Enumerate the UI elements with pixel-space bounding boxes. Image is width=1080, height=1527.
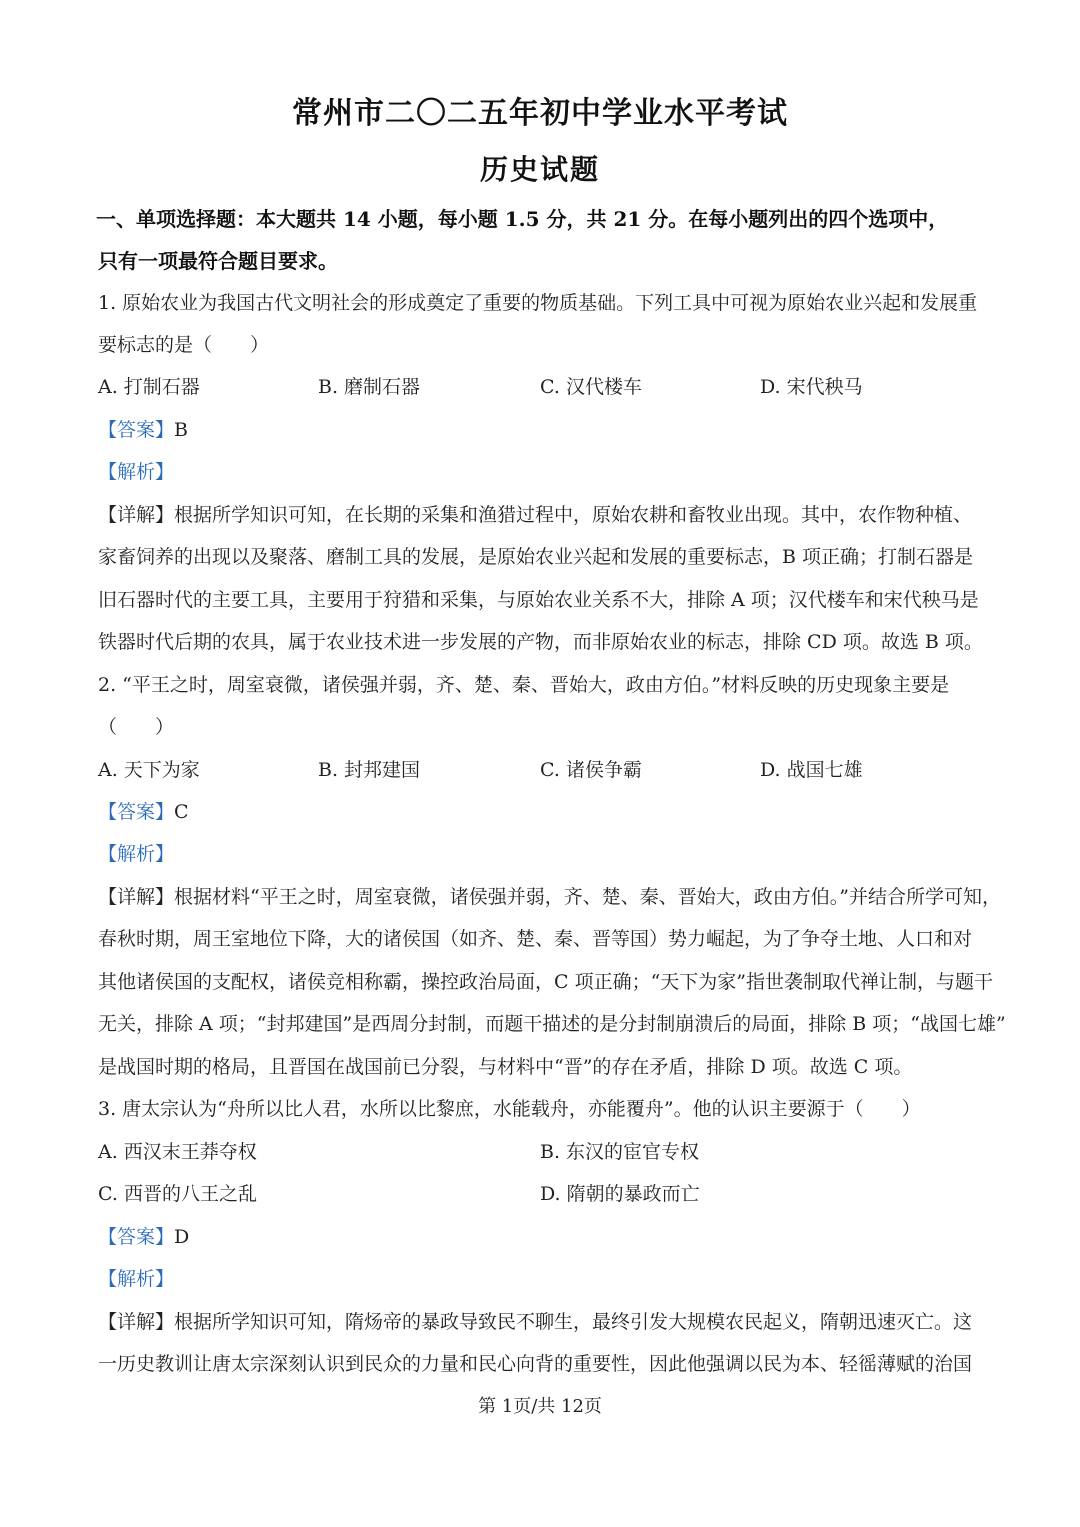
- q1-answer-value: B: [174, 419, 188, 441]
- q3-option-a: A. 西汉末王莽夺权: [98, 1141, 257, 1163]
- q1-option-a: A. 打制石器: [98, 376, 200, 398]
- q3-option-c: C. 西晋的八王之乱: [98, 1183, 257, 1205]
- q2-detail-line-3: 其他诸侯国的支配权，诸侯竞相称霸，操控政治局面，C 项正确；“天下为家”指世袭制取代禅让制，与题干: [98, 971, 994, 993]
- q3-analysis-row: [98, 1266, 988, 1292]
- page-number: 第 1页/共 12页: [478, 1396, 602, 1417]
- q2-detail-text-1: 根据材料“平王之时，周室衰微，诸侯强并弱，齐、楚、秦、晋始大，政由方伯。”并结合所学可知，: [174, 886, 1001, 908]
- q1-answer-row: [98, 417, 988, 443]
- q2-detail-tag: 【详解】: [98, 886, 175, 908]
- q2-analysis-row: [98, 841, 988, 867]
- q2-detail-line-2: 春秋时期，周王室地位下降，大的诸侯国（如齐、楚、秦、晋等国）势力崛起，为了争夺土地、人口和对: [98, 928, 973, 950]
- q1-detail-line-1: [98, 502, 988, 528]
- q1-stem-line-2: 要标志的是（ ）: [98, 334, 270, 356]
- q2-answer-tag: 【答案】: [98, 801, 175, 823]
- q3-stem-line-1: 3. 唐太宗认为“舟所以比人君，水所以比黎庶，水能载舟，亦能覆舟”。他的认识主要源于（ ）: [98, 1098, 921, 1120]
- q1-analysis-tag: 【解析】: [98, 461, 175, 483]
- q3-answer-row: [98, 1224, 988, 1250]
- q1-option-c: C. 汉代楼车: [540, 376, 642, 398]
- q1-answer-tag: 【答案】: [98, 419, 175, 441]
- q2-option-a: A. 天下为家: [98, 759, 200, 781]
- q3-analysis-tag: 【解析】: [98, 1268, 175, 1290]
- q2-option-b: B. 封邦建国: [318, 759, 421, 781]
- q2-answer-value: C: [174, 801, 189, 823]
- q3-detail-line-1: [98, 1309, 988, 1335]
- q1-stem-line-1: 1. 原始农业为我国古代文明社会的形成奠定了重要的物质基础。下列工具中可视为原始农业兴起和发展重: [98, 292, 978, 314]
- q3-detail-tag: 【详解】: [98, 1311, 175, 1333]
- exam-title: 常州市二〇二五年初中学业水平考试: [292, 96, 788, 131]
- q3-answer-value: D: [174, 1226, 190, 1248]
- q2-option-c: C. 诸侯争霸: [540, 759, 642, 781]
- q3-detail-text-1: 根据所学知识可知，隋炀帝的暴政导致民不聊生，最终引发大规模农民起义，隋朝迅速灭亡。这: [174, 1311, 973, 1333]
- q3-detail-line-2: 一历史教训让唐太宗深刻认识到民众的力量和民心向背的重要性，因此他强调以民为本、轻徭薄赋的治国: [98, 1353, 973, 1375]
- q2-stem-line-1: 2. “平王之时，周室衰微，诸侯强并弱，齐、楚、秦、晋始大，政由方伯。”材料反映的历史现象主要是: [98, 674, 950, 696]
- q1-option-b: B. 磨制石器: [318, 376, 421, 398]
- q1-detail-line-2: 家畜饲养的出现以及聚落、磨制工具的发展，是原始农业兴起和发展的重要标志，B 项正确；打制石器是: [98, 546, 974, 568]
- q1-detail-tag: 【详解】: [98, 504, 175, 526]
- q2-analysis-tag: 【解析】: [98, 843, 175, 865]
- q1-detail-line-4: 铁器时代后期的农具，属于农业技术进一步发展的产物，而非原始农业的标志，排除 CD 项。故选 B 项。: [98, 631, 983, 653]
- q3-answer-tag: 【答案】: [98, 1226, 175, 1248]
- q2-stem-line-2: （ ）: [98, 716, 175, 738]
- q1-analysis-row: [98, 459, 988, 485]
- q3-option-b: B. 东汉的宦官专权: [540, 1141, 700, 1163]
- section-heading-line-1: 一、单项选择题：本大题共 14 小题，每小题 1.5 分，共 21 分。在每小题列出的四个选项中，: [96, 207, 949, 231]
- q2-detail-line-4: 无关，排除 A 项；“封邦建国”是西周分封制，而题干描述的是分封制崩溃后的局面，排除 B 项；“战国七雄”: [98, 1013, 1006, 1035]
- q2-answer-row: [98, 799, 988, 825]
- q3-option-d: D. 隋朝的暴政而亡: [540, 1183, 700, 1205]
- q1-option-d: D. 宋代秧马: [760, 376, 863, 398]
- q1-detail-text-1: 根据所学知识可知，在长期的采集和渔猎过程中，原始农耕和畜牧业出现。其中，农作物种植、: [174, 504, 973, 526]
- q2-option-d: D. 战国七雄: [760, 759, 863, 781]
- q2-detail-line-1: [98, 884, 1001, 910]
- exam-subtitle: 历史试题: [479, 153, 600, 186]
- q2-detail-line-5: 是战国时期的格局，且晋国在战国前已分裂，与材料中“晋”的存在矛盾，排除 D 项。故选 C 项。: [98, 1056, 913, 1078]
- q1-detail-line-3: 旧石器时代的主要工具，主要用于狩猎和采集，与原始农业关系不大，排除 A 项；汉代楼车和宋代秧马是: [98, 589, 979, 611]
- section-heading-line-2: 只有一项最符合题目要求。: [98, 249, 338, 273]
